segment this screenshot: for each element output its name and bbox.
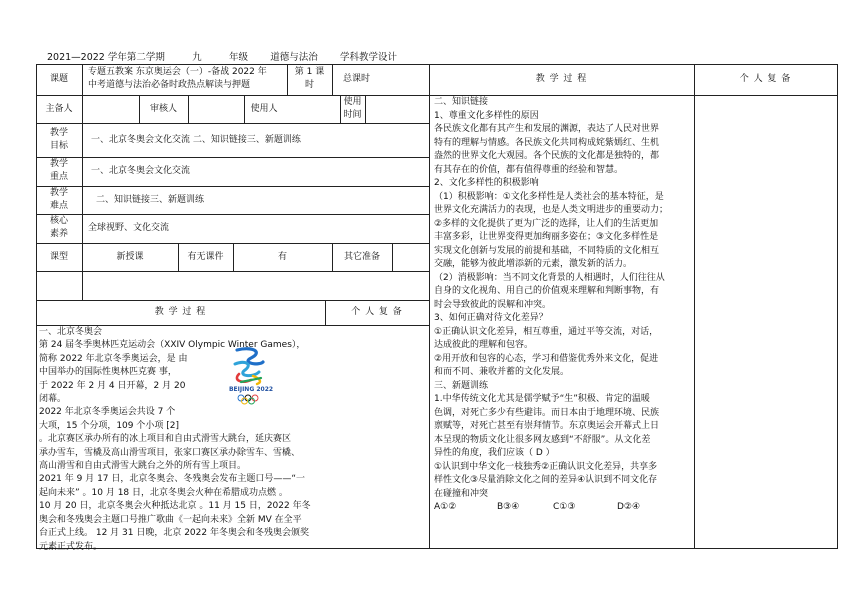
body-line: 世界文化充满活力的表现，也是人类文明进步的重要动力；: [434, 205, 669, 215]
process-header-left: 教 学 过 程: [154, 307, 207, 317]
body-line: 本呈现的物质文化让很多网友感到“不舒服”。从文化差: [434, 434, 651, 445]
body-line: 于 2022 年 2 月 4 日开幕，2 月 20: [39, 380, 186, 391]
other-prep-label: 其它准备: [343, 252, 380, 262]
body-line: 特有的理解与情感。各民族文化共同构成姹紫嫣红、生机: [434, 137, 660, 148]
body-line: 1.中华传统文化尤其是儒学赋予“生”积极、肯定的温暖: [434, 394, 650, 404]
use-time-line1: 使用: [343, 97, 362, 107]
body-line: 时会导致彼此的误解和冲突。: [434, 299, 552, 310]
process-header-right: 教 学 过 程: [535, 74, 588, 84]
body-line: 有其存在的价值，都有值得尊重的经验和智慧。: [434, 164, 624, 175]
body-line: 简称 2022 年北京冬季奥运会，是 由: [39, 353, 188, 364]
key-label-2: 重点: [49, 172, 68, 182]
body-line: 二、知识链接: [434, 97, 489, 107]
body-line: 交融，能够为彼此增添新的元素，激发新的活力。: [434, 259, 633, 269]
body-line: 三、新题训练: [434, 380, 489, 391]
lesson-title-line2: 中考道德与法治必备时政热点解读与押题: [88, 80, 251, 90]
teaching-key-point: 一、北京冬奥会文化交流: [91, 166, 191, 176]
body-line: 。北京赛区承办所有的冰上项目和自由式滑雪大跳台，延庆赛区: [39, 434, 292, 445]
lesson-type-label: 课型: [49, 252, 68, 262]
body-line: 2、文化多样性的积极影响: [434, 178, 539, 188]
body-line: 在碰撞和冲突: [434, 488, 489, 499]
body-line: 色调，对死亡多少有些避讳。而日本由于地理环境、民族: [434, 407, 660, 418]
lesson-type-value: 新授课: [116, 252, 144, 262]
lesson-title-line1: 专题五教案 东京奥运会（一）-备战 2022 年: [88, 67, 267, 77]
reviewer-label: 审核人: [149, 104, 177, 114]
body-line: 异性的角度，我们应该（ D ）: [434, 448, 555, 458]
page-header: [47, 49, 397, 65]
body-line: 各民族文化都有其产生和发展的渊源，表达了人民对世界: [434, 124, 660, 134]
body-line: 和而不同、兼收并蓄的文化发展。: [434, 367, 570, 377]
option-d: D②④: [617, 502, 641, 512]
knowledge-section: [434, 96, 668, 515]
core-literacy: 全球视野、文化交流: [88, 223, 170, 233]
semester-text: 2021—2022 学年第二学期: [47, 52, 165, 63]
body-line: ②多样的文化提供了更为广泛的选择，让人们的生活更加: [434, 218, 659, 229]
use-time-line2: 时间: [343, 110, 362, 120]
goal-label-2: 目标: [49, 141, 68, 151]
lesson-number-line1: 第 1 课: [294, 67, 325, 77]
body-line: 闭幕。: [39, 394, 67, 405]
body-line: 自身的文化视角、用自己的价值观来理解和判断事物，有: [434, 286, 660, 296]
preparer-label: 主备人: [45, 104, 73, 114]
body-line: 2022 年北京冬季奥运会共设 7 个: [39, 407, 176, 418]
body-line: 10 月 20 日，北京冬奥会火种抵达北京 。11 月 15 日，2022 年冬: [39, 501, 311, 512]
body-line: 大项，15 个分项，109 个小项 [2]: [39, 420, 179, 431]
option-a: A①②: [434, 502, 457, 512]
courseware-label: 有无课件: [187, 252, 224, 262]
option-c: C①③: [553, 502, 576, 512]
body-line: （2）消极影响：当不同文化背景的人相遇时，人们往往从: [434, 272, 665, 283]
body-line: 3、如何正确对待文化差异？: [434, 313, 548, 323]
body-line: ①认识到中华文化一枝独秀②正确认识文化差异，共享多: [434, 461, 658, 472]
key-label-1: 教学: [49, 159, 68, 169]
body-line: 奥会和冬残奥会主题口号推广歌曲《一起向未来》全新 MV 在全平: [39, 514, 302, 525]
total-hours-label: 总课时: [343, 74, 371, 84]
difficulty-label-1: 教学: [49, 188, 68, 198]
teaching-difficulty: 二、知识链接三、新题训练: [96, 195, 205, 205]
subject-value: 道德与法治: [251, 52, 337, 65]
core-label-1: 核心: [49, 216, 68, 226]
section-heading: 一、北京冬奥会: [39, 327, 103, 337]
body-line: 盎然的世界文化大观园。各个民族的文化都是独特的，都: [434, 151, 660, 161]
body-line: 起向未来” 。10 月 18 日，北京冬奥会火种在希腊成功点燃 。: [39, 487, 288, 498]
review-header-left: 个 人 复 备: [351, 307, 403, 317]
body-line: ②用开放和包容的心态，学习和借鉴优秀外来文化，促进: [434, 353, 659, 364]
core-label-2: 素养: [49, 229, 68, 239]
body-line: 禀赋等，对死亡甚至有崇拜情节。东京奥运会开幕式上日: [434, 421, 660, 431]
goal-label-1: 教学: [49, 128, 68, 138]
difficulty-label-2: 难点: [49, 201, 68, 211]
answer-options: [434, 501, 668, 515]
review-header-right: 个 人 复 备: [739, 74, 792, 84]
body-line: 实现文化创新与发展的前提和基础，不同特质的文化相互: [434, 245, 660, 256]
body-line: 中国举办的国际性奥林匹克赛 事，: [39, 367, 177, 378]
emblem-wordmark: BEIJING 2022: [228, 386, 274, 393]
courseware-value: 有: [277, 252, 287, 262]
body-line: 2021 年 9 月 17 日，北京冬奥会、冬残奥会发布主题口号——“一: [39, 474, 306, 485]
body-line: 丰富多彩，让世界变得更加绚丽多姿在；③文化多样性是: [434, 232, 659, 242]
body-line: 承办雪车，雪橇及高山滑雪项目，张家口赛区承办除雪车、雪橇、: [39, 447, 301, 458]
grade-value: 九: [168, 52, 226, 65]
body-line: 元素正式发布。: [39, 541, 103, 552]
grade-suffix: 年级: [228, 52, 248, 63]
body-line: （1）积极影响：①文化多样性是人类社会的基本特征，是: [434, 191, 664, 202]
body-line: 1、尊重文化多样性的原因: [434, 110, 539, 121]
body-line: 台正式上线。 12 月 31 日晚，北京 2022 年冬奥会和冬残奥会颁奖: [39, 528, 309, 539]
body-line: 第 24 届冬季奥林匹克运动会（XXIV Olympic Winter Games），: [39, 340, 306, 351]
teaching-goal: 一、北京冬奥会文化交流 二、知识链接三、新题训练: [91, 135, 301, 145]
beijing-2022-emblem-image: [223, 344, 279, 406]
body-line: 高山滑雪和自由式滑雪大跳台之外的所有雪上项目。: [39, 461, 247, 472]
lesson-number-line2: 时: [304, 80, 314, 90]
body-line: 样性文化③尽量消除文化之间的差异④认识到不同文化存: [434, 475, 658, 485]
option-b: B③④: [497, 502, 520, 512]
lesson-label: 课题: [49, 74, 68, 84]
body-line: 达成彼此的理解和包容。: [434, 340, 534, 350]
user-label: 使用人: [250, 104, 278, 114]
design-suffix: 学科教学设计: [340, 52, 398, 63]
body-line: ①正确认识文化差异，相互尊重，通过平等交流，对话，: [434, 326, 659, 337]
